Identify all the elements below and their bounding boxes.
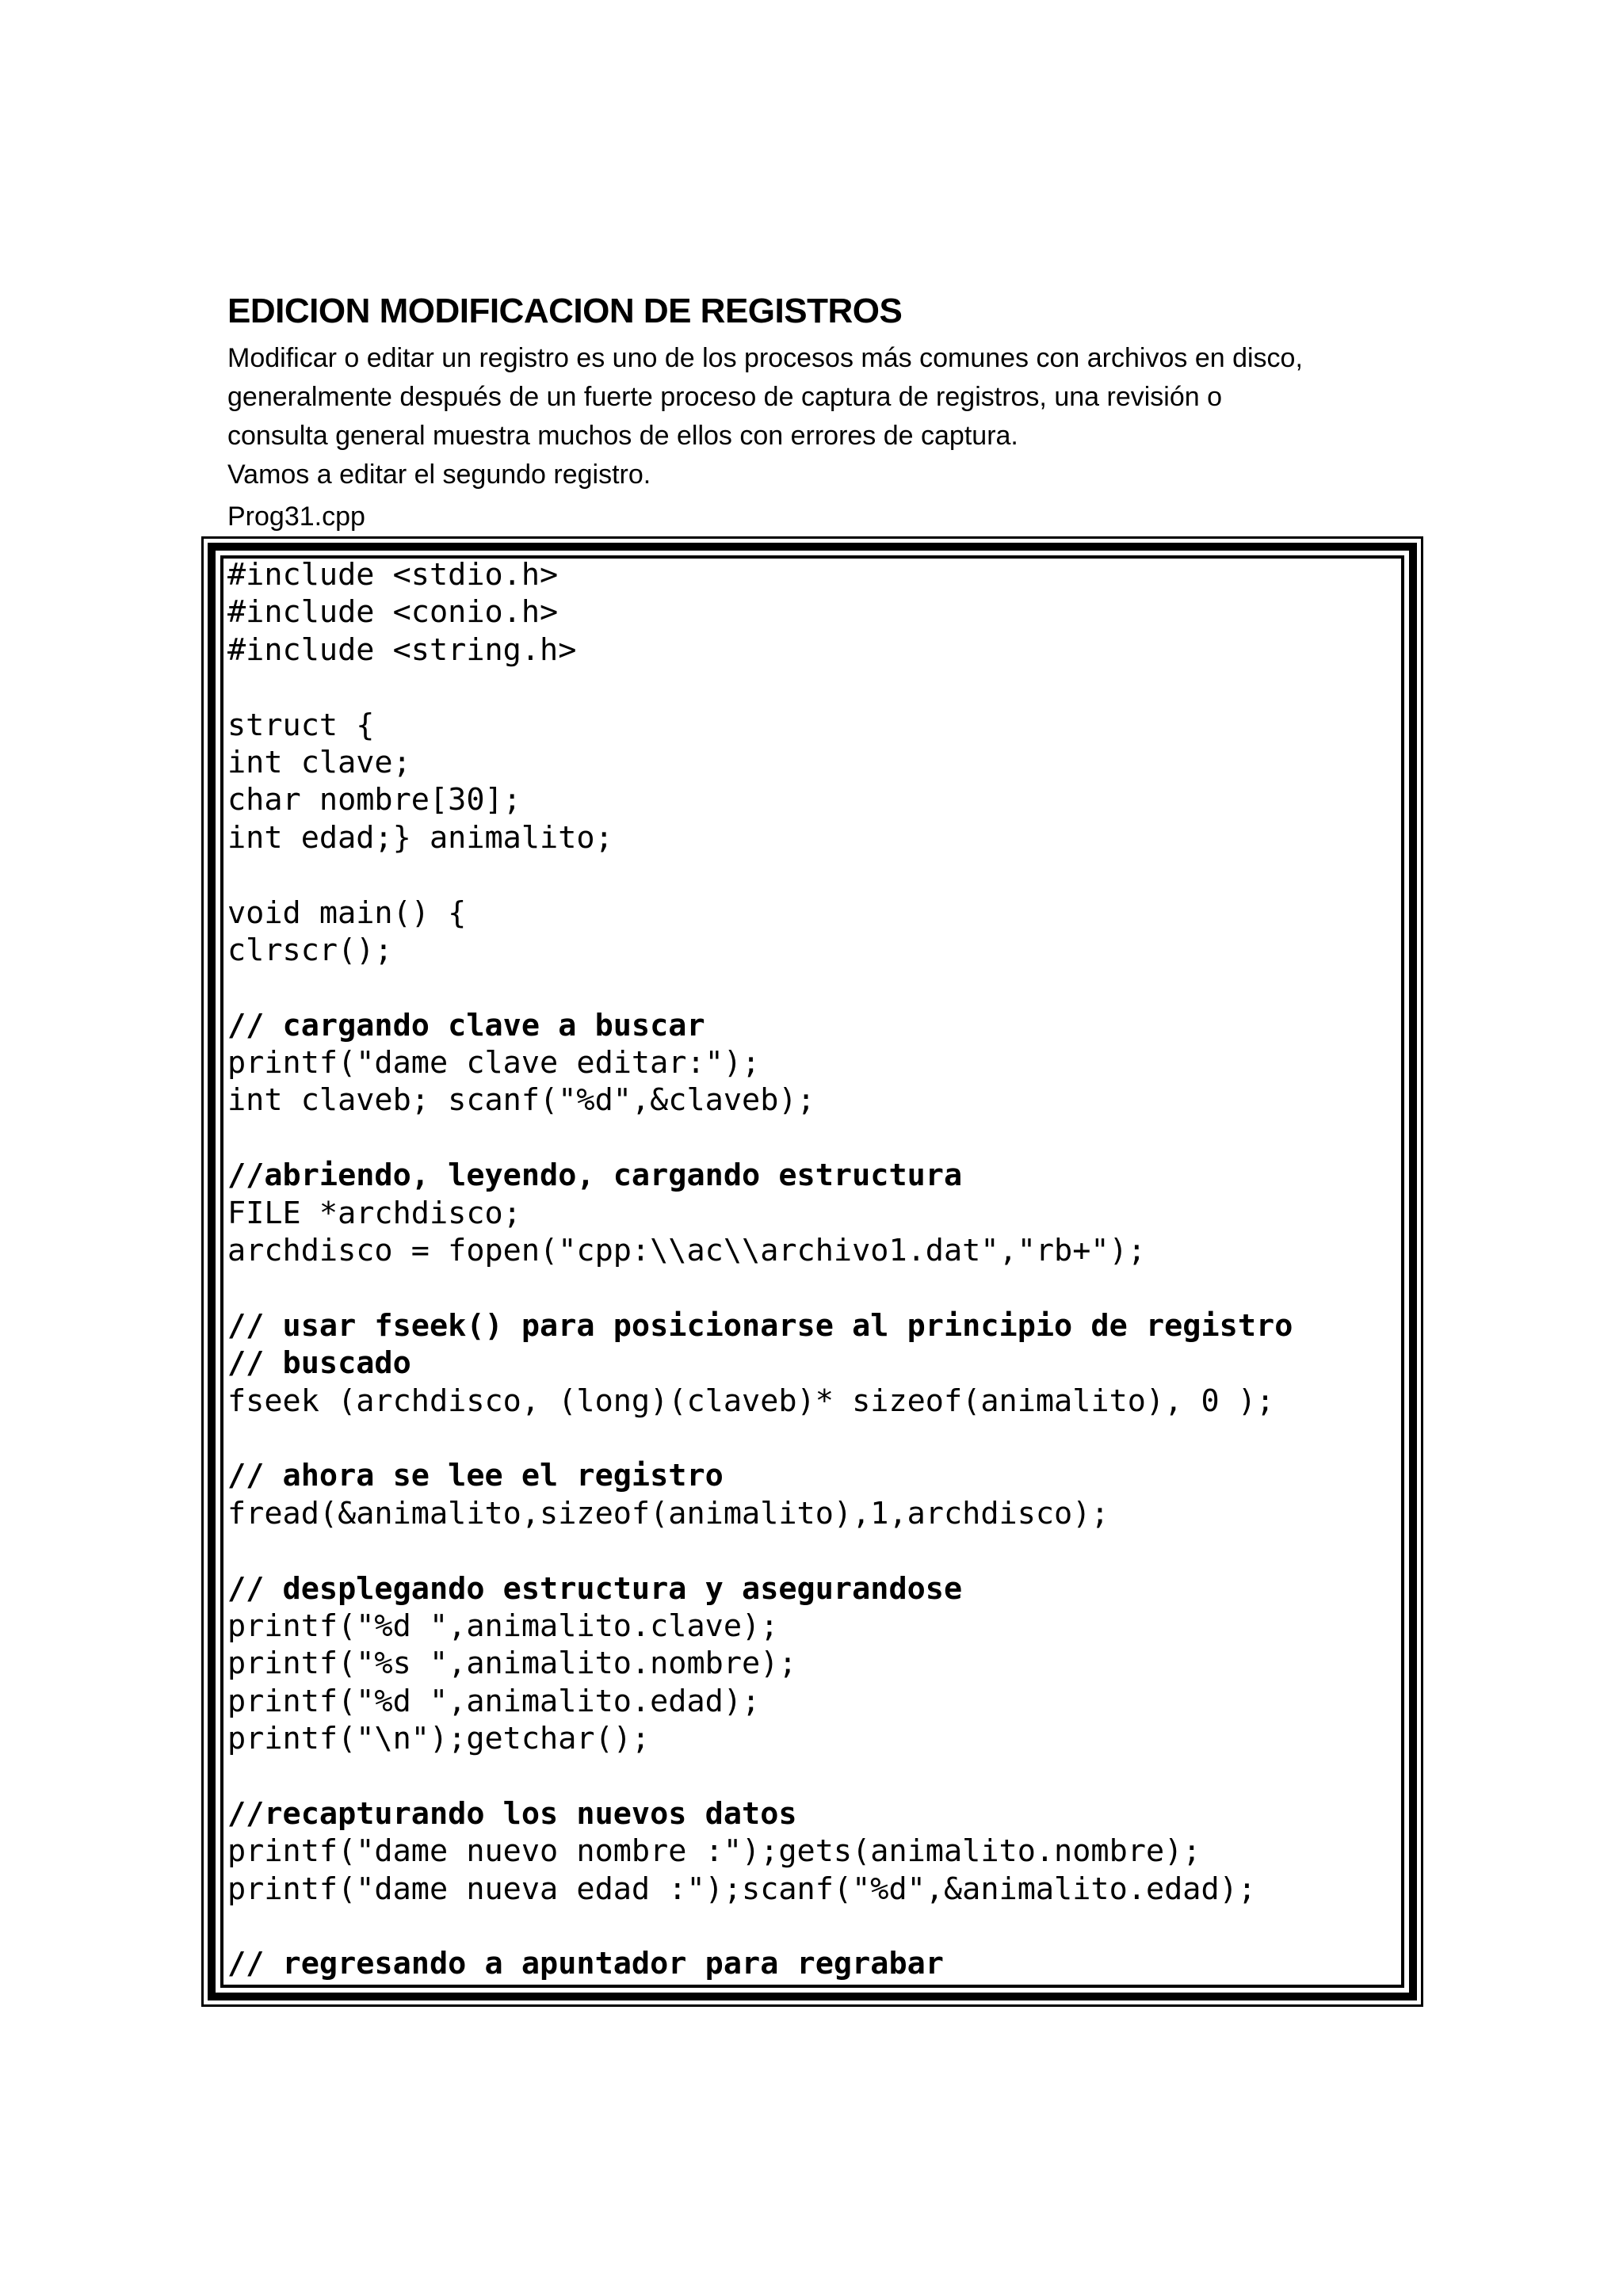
code-comment-line: // regresando a apuntador para regrabar bbox=[227, 1946, 944, 1982]
code-line: archdisco = fopen("cpp:\\ac\\archivo1.dat","rb+"); bbox=[227, 1233, 1146, 1269]
code-line: printf("\n");getchar(); bbox=[227, 1721, 651, 1757]
code-line: printf("%s ",animalito.nombre); bbox=[227, 1646, 797, 1682]
intro-line: Vamos a editar el segundo registro. bbox=[227, 460, 651, 490]
code-line: fread(&animalito,sizeof(animalito),1,archdisco); bbox=[227, 1495, 1109, 1531]
code-line: FILE *archdisco; bbox=[227, 1195, 521, 1231]
code-listing bbox=[227, 556, 1400, 1997]
code-comment-line: // usar fseek() para posicionarse al principio de registro bbox=[227, 1307, 1293, 1344]
code-line: printf("dame clave editar:"); bbox=[227, 1045, 761, 1081]
intro-line: consulta general muestra muchos de ellos con errores de captura. bbox=[227, 421, 1018, 451]
intro-line: Modificar o editar un registro es uno de los procesos más comunes con archivos en disco, bbox=[227, 343, 1303, 373]
code-line bbox=[227, 669, 1400, 706]
code-line: int clave; bbox=[227, 744, 411, 780]
code-line: struct { bbox=[227, 707, 375, 743]
code-comment-line: //recapturando los nuevos datos bbox=[227, 1795, 797, 1832]
program-filename: Prog31.cpp bbox=[227, 502, 365, 532]
code-line: void main() { bbox=[227, 894, 467, 931]
code-line: char nombre[30]; bbox=[227, 782, 521, 818]
code-comment-line: // ahora se lee el registro bbox=[227, 1458, 724, 1494]
code-line bbox=[227, 1420, 1400, 1457]
code-line bbox=[227, 1119, 1400, 1157]
code-line bbox=[227, 1269, 1400, 1306]
code-line bbox=[227, 1908, 1400, 1945]
code-line: printf("%d ",animalito.edad); bbox=[227, 1683, 761, 1719]
intro-line: generalmente después de un fuerte proceso de captura de registros, una revisión o bbox=[227, 382, 1223, 412]
code-line: printf("dame nuevo nombre :");gets(animalito.nombre); bbox=[227, 1833, 1201, 1870]
code-line bbox=[227, 856, 1400, 894]
code-comment-line: // cargando clave a buscar bbox=[227, 1007, 705, 1043]
code-comment-line: // desplegando estructura y asegurandose bbox=[227, 1570, 963, 1607]
code-comment-line: // buscado bbox=[227, 1345, 411, 1382]
code-line: int edad;} animalito; bbox=[227, 819, 613, 856]
code-line: int claveb; scanf("%d",&claveb); bbox=[227, 1082, 815, 1119]
code-comment-line: //abriendo, leyendo, cargando estructura bbox=[227, 1158, 963, 1194]
code-line: clrscr(); bbox=[227, 932, 393, 968]
code-line bbox=[227, 1532, 1400, 1569]
code-line: #include <stdio.h> bbox=[227, 557, 559, 593]
code-line: #include <conio.h> bbox=[227, 594, 559, 631]
code-line: #include <string.h> bbox=[227, 631, 577, 668]
code-line: fseek (archdisco, (long)(claveb)* sizeof(animalito), 0 ); bbox=[227, 1383, 1275, 1419]
code-line bbox=[227, 969, 1400, 1006]
code-line: printf("%d ",animalito.clave); bbox=[227, 1608, 779, 1644]
section-heading: EDICION MODIFICACION DE REGISTROS bbox=[227, 292, 903, 330]
code-line: printf("dame nueva edad :");scanf("%d",&animalito.edad); bbox=[227, 1871, 1257, 1907]
intro-paragraph bbox=[227, 339, 1432, 494]
code-line bbox=[227, 1758, 1400, 1795]
